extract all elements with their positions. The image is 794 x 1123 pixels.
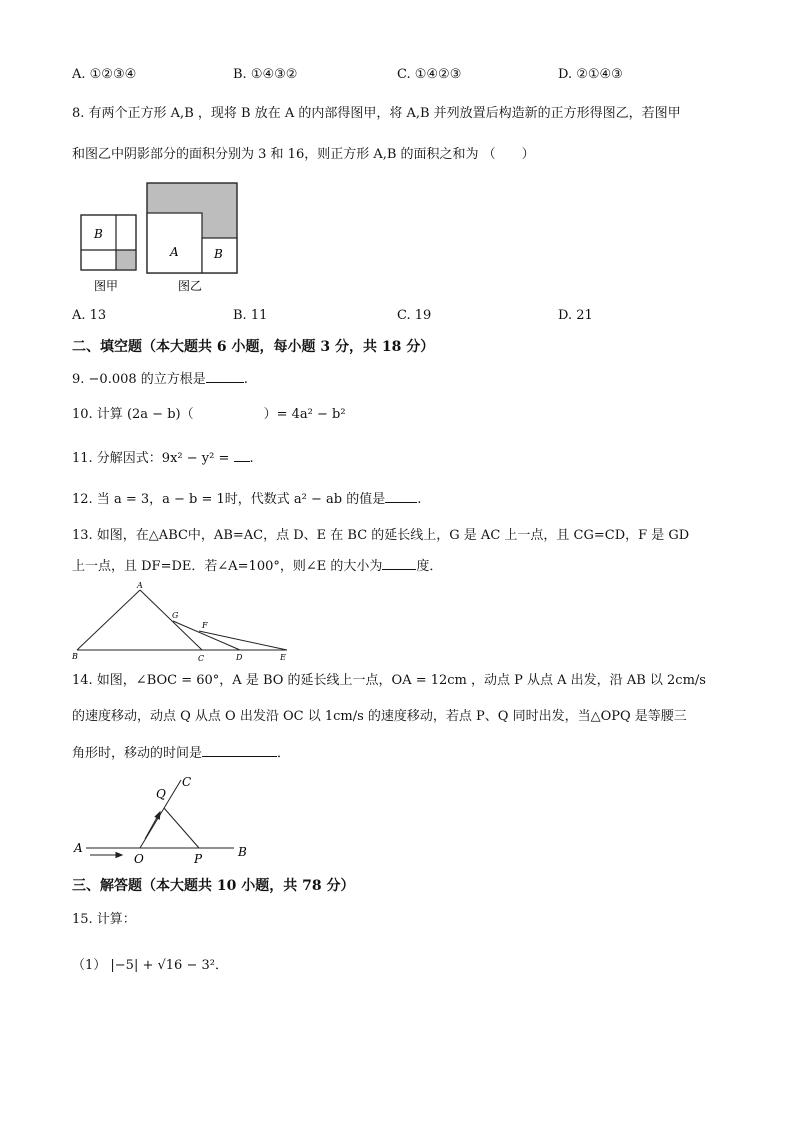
q11 (72, 449, 254, 468)
q13-blank (382, 557, 416, 570)
q8-line1: 8. 有两个正方形 A,B ，现将 B 放在 A 的内部得图甲，将 A,B 并列放置后构造新的正方形得图乙，若图甲 (72, 106, 681, 121)
q14-line1: 14. 如图，∠BOC = 60°，A 是 BO 的延长线上一点，OA = 12cm ，动点 P 从点 A 出发，沿 AB 以 2cm/s (72, 673, 706, 688)
q13-label-d: D (236, 653, 243, 662)
q14-label-c: C (182, 775, 192, 789)
q14-line3 (72, 744, 290, 763)
q8-figure (72, 178, 272, 298)
q7-option-b: B. ①④③② (233, 67, 298, 82)
q7-option-a: A. ①②③④ (72, 67, 137, 82)
q9 (72, 370, 248, 389)
q10 (72, 406, 346, 424)
figure-yi-label-a: A (170, 245, 179, 259)
q12-text: 12. 当 a = 3，a − b = 1时，代数式 a² − ab 的值是 (72, 492, 386, 507)
q13-label-b: B (72, 652, 78, 661)
caption-yi: 图乙 (178, 279, 203, 293)
caption-jia: 图甲 (94, 279, 119, 293)
q8-option-a: A. 13 (72, 308, 107, 323)
q11-text: 11. 分解因式：9x² − y² = (72, 451, 234, 466)
q7-option-c: C. ①④②③ (397, 67, 462, 82)
figure-jia-shaded (116, 250, 136, 270)
q14-line3-end: ． (277, 746, 291, 761)
q11-blank (234, 449, 250, 462)
q12-blank (385, 490, 417, 503)
q13-label-c: C (198, 654, 205, 663)
q13-line1: 13. 如图，在△ABC中，AB=AC，点 D、E 在 BC 的延长线上，G 是 AC 上一点，且 CG=CD，F 是 GD (72, 528, 690, 543)
q13-label-a: A (137, 581, 143, 590)
q14-blank (202, 744, 277, 757)
q15-title: 15. 计算： (72, 912, 136, 927)
q8-option-c: C. 19 (397, 308, 432, 323)
section-3-heading: 三、解答题（本大题共 10 小题，共 78 分） (72, 878, 355, 894)
q13-label-g: G (172, 611, 179, 620)
q9-blank (206, 370, 244, 383)
figure-yi-label-b: B (214, 247, 223, 261)
q15-part1: （1） |−5| + √16 − 3²． (72, 958, 228, 973)
q14-label-p: P (194, 852, 203, 866)
q10-text-post: ）= 4a² − b² (263, 407, 346, 422)
q13-label-f: F (202, 621, 208, 630)
q14-label-b: B (238, 845, 247, 859)
q9-end: . (243, 372, 248, 387)
figure-jia-label-b: B (94, 227, 103, 241)
q13-line2-end: 度． (416, 559, 443, 574)
figure-jia (81, 215, 136, 270)
figure-yi (147, 183, 237, 273)
q8-option-b: B. 11 (233, 308, 268, 323)
q9-text: 9. −0.008 的立方根是 (72, 372, 206, 387)
q14-line3-text: 角形时，移动的时间是 (72, 746, 203, 761)
q14-label-q: Q (156, 787, 166, 801)
q12 (72, 490, 421, 509)
q13-line2-text: 上一点，且 DF=DE．若∠A=100°，则∠E 的大小为 (72, 559, 383, 574)
q12-end: . (417, 492, 422, 507)
q8-line2: 和图乙中阴影部分的面积分别为 3 和 16，则正方形 A,B 的面积之和为 （ ） (72, 147, 535, 162)
q14-figure (72, 772, 257, 867)
q14-line2: 的速度移动，动点 Q 从点 O 出发沿 OC 以 1cm/s 的速度移动，若点 P、Q 同时出发，当△OPQ 是等腰三 (72, 709, 687, 724)
q10-text-pre: 10. 计算 (2a − b)（ (72, 407, 194, 422)
q7-option-d: D. ②①④③ (558, 67, 623, 82)
q13-line2 (72, 557, 442, 576)
q8-option-d: D. 21 (558, 308, 593, 323)
section-2-heading: 二、填空题（本大题共 6 小题，每小题 3 分，共 18 分） (72, 339, 435, 355)
q14-label-a: A (74, 841, 83, 855)
q13-label-e: E (280, 653, 286, 662)
q13-figure (72, 580, 297, 664)
q14-label-o: O (134, 852, 144, 866)
q11-end: . (249, 451, 254, 466)
